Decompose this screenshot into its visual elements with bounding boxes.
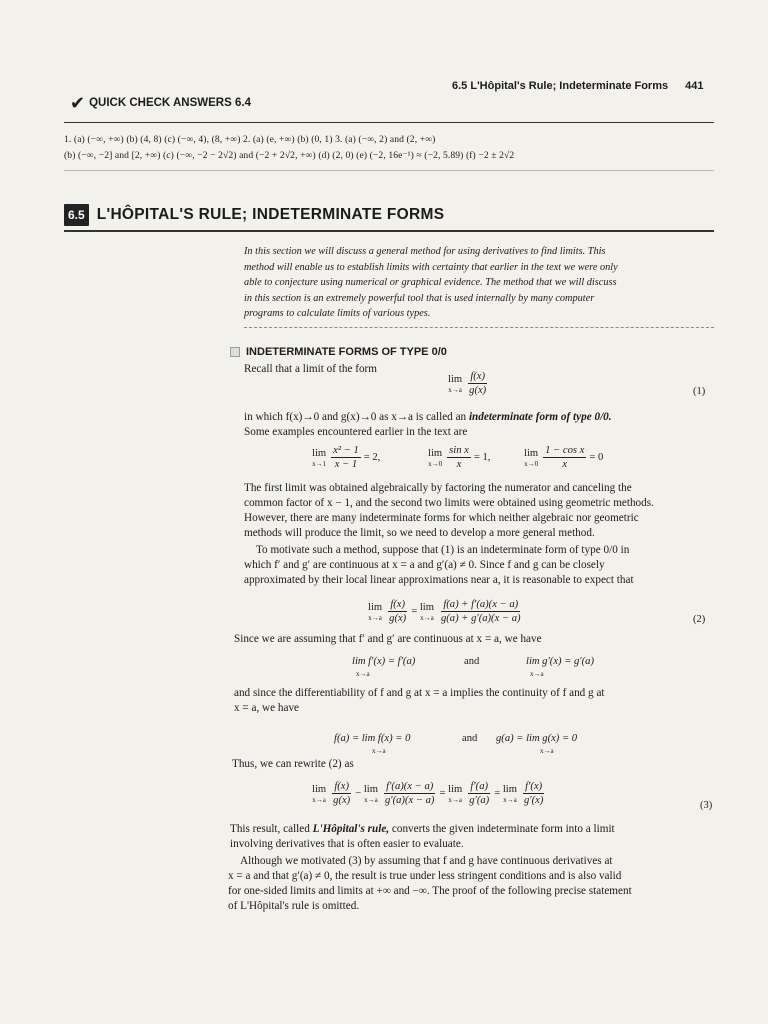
section-rule (64, 230, 714, 232)
section-intro (244, 244, 714, 322)
continuity-f-prime: lim f′(x) = f′(a) (352, 656, 416, 667)
intro-line: able to conjecture using numerical or graphical evidence. The method that we will discuss (244, 277, 617, 288)
quick-check-line-2: (b) (−∞, −2] and [2, +∞) (c) (−∞, −2 − 2√2) and (−2 + 2√2, +∞) (d) (2, 0) (e) (−2, 16e⁻¹) ≈ (−2, 5.89) (f) −2 ± 2√2 (64, 150, 515, 161)
limit-subscript: x→a (372, 747, 386, 755)
example-limit-1: lim x→1 $\frac{\text{x² − 1}}{x - 1}$ = 2, (312, 445, 381, 470)
section-number-badge: 6.5 (64, 204, 89, 226)
equation-3-label: (3) (700, 800, 713, 811)
and-word: and (462, 733, 478, 744)
equation-1-label: (1) (693, 386, 706, 397)
intro-line: in this section is an extremely powerful tool that is used internally by many computer (244, 292, 595, 304)
and-word: and (464, 656, 480, 667)
text-recall: Recall that a limit of the form (244, 363, 377, 375)
checkmark-icon: ✔ (70, 93, 86, 113)
quick-check-rule (64, 122, 714, 123)
equation-1 (448, 370, 491, 397)
limit-subscript: x→a (540, 747, 554, 755)
example-limit-2: lim x→0 $\frac{\text{sin x}}{x}$ = 1, (428, 445, 491, 470)
limit-subscript: x→a (356, 670, 370, 678)
intro-rule (244, 327, 714, 328)
quick-check-line-1: 1. (a) (−∞, +∞) (b) (4, 8) (c) (−∞, 4), (8, +∞) 2. (a) (e, +∞) (b) (0, 1) 3. (a) (−∞, 2) and (2, +∞) (64, 134, 436, 145)
section-heading (64, 204, 444, 226)
subsection-title: INDETERMINATE FORMS OF TYPE 0/0 (246, 346, 447, 358)
intro-line: method will enable us to establish limits with certainty that earlier in the text we were only (244, 261, 618, 273)
running-head-title: 6.5 L'Hôpital's Rule; Indeterminate Forms (452, 80, 669, 92)
quick-check-bottom-rule (64, 170, 714, 171)
continuity-g-prime: lim g′(x) = g′(a) (526, 656, 594, 667)
limit-subscript: x→a (530, 670, 544, 678)
equation-2: lim x→a $\frac{f(x)}{g(x)}$ = lim x→a $\frac{f(a) + f'(a)(x - a)}{g(a) + g'(a)(x - a)}$ (368, 599, 521, 624)
paragraph-lhopital-result: This result, called L'Hôpital's rule, converts the given indeterminate form into a limit involving derivatives that is often easier to evaluate. (230, 823, 615, 850)
square-bullet-icon (230, 347, 240, 357)
intro-line: programs to calculate limits of various types. (244, 308, 431, 319)
equation-3: lim x→a $\frac{f(x)}{g(x)}$ − lim x→a $\frac{f'(a)(x - a)}{g'(a)(x - a)}$ = lim x→a $\frac{f'(a)}{g'(a)}$ = lim x→a $\frac{f'(x)}{g'(x)}$ (312, 781, 544, 806)
fraction: $\frac{f(x)}{g(x)}$ (469, 371, 487, 396)
equation-2-label: (2) (693, 614, 706, 625)
text-since: Since we are assuming that f′ and g′ are continuous at x = a, we have (234, 633, 542, 645)
text-thus: Thus, we can rewrite (2) as (232, 758, 354, 770)
paragraph-differentiability: and since the differentiability of f and g at x = a implies the continuity of f and g at x = a, we have (234, 687, 605, 714)
g-of-a-equals-zero: g(a) = lim g(x) = 0 (496, 733, 578, 744)
example-limit-3: lim x→0 $\frac{\text{1 − cos x}}{x}$ = 0 (524, 445, 604, 470)
running-head (452, 80, 704, 92)
intro-line: In this section we will discuss a general method for using derivatives to find limits. This (244, 246, 606, 257)
quick-check-heading (70, 93, 251, 113)
text-in-which: in which f(x)→0 and g(x)→0 as x→a is called an indeterminate form of type 0/0. (244, 411, 612, 423)
paragraph-motivate: To motivate such a method, suppose that (1) is an indeterminate form of type 0/0 in which f′ and g′ are continuous at x = a and g′(a) ≠ 0. Since f and g can be closely approximated by their local linear approximations near a, it is reasonable to expect that (244, 544, 634, 586)
paragraph-first-limit: The first limit was obtained algebraically by factoring the numerator and canceling the common factor of x − 1, and the second two limits were obtained using geometric methods. However, there are many indeterminate forms for which neither algebraic nor geometric methods will produce the limit, so we need to develop a more general method. (244, 482, 654, 539)
f-of-a-equals-zero: f(a) = lim f(x) = 0 (334, 733, 411, 744)
text-examples: Some examples encountered earlier in the text are (244, 426, 468, 438)
quick-check-title: QUICK CHECK ANSWERS 6.4 (89, 97, 251, 109)
section-title: L'HÔPITAL'S RULE; INDETERMINATE FORMS (96, 206, 445, 223)
paragraph-conditions: Although we motivated (3) by assuming that f and g have continuous derivatives at x = a and that g′(a) ≠ 0, the result is true under less stringent conditions and is also valid for one-sided limits and limits at +∞ and −∞. The proof of the following precise statement of L'Hôpital's rule is omitted. (228, 855, 632, 912)
subsection-heading (230, 346, 447, 358)
page-number: 441 (685, 80, 704, 92)
limit-operator: lim x→a (448, 373, 463, 394)
